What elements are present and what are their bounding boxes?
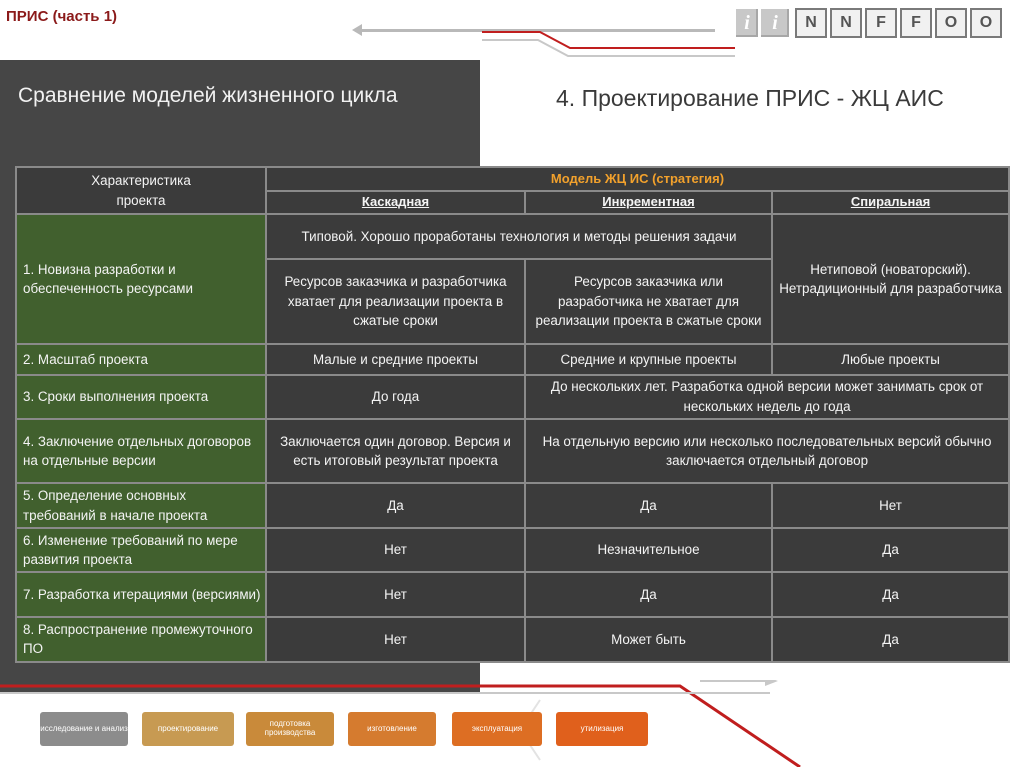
slide-title: 4. Проектирование ПРИС - ЖЦ АИС <box>556 85 944 111</box>
process-step-manufacturing <box>348 712 436 746</box>
row-header: 5. Определение основных требований в начале проекта <box>16 483 266 527</box>
header-title: ПРИС (часть 1) <box>6 8 118 25</box>
logo-letter: O <box>935 8 967 38</box>
table-cell: Нет <box>266 617 525 662</box>
row-header: 2. Масштаб проекта <box>16 344 266 374</box>
corner-header: Характеристика проекта <box>16 167 266 214</box>
logo-i-second: i <box>761 9 789 37</box>
table-cell: Нет <box>266 528 525 572</box>
table-cell: Да <box>525 572 772 616</box>
logo-letter: F <box>865 8 897 38</box>
table-cell: Да <box>266 483 525 527</box>
process-step-design <box>142 712 234 746</box>
table-cell: Заключается один договор. Версия и есть итоговый результат проекта <box>266 419 525 484</box>
table-cell: На отдельную версию или несколько последовательных версий обычно заключается отдельный договор <box>525 419 1009 484</box>
row-header: 3. Сроки выполнения проекта <box>16 375 266 419</box>
process-step-label: проектирование <box>157 723 219 733</box>
table-cell: Да <box>772 528 1009 572</box>
brand-logo <box>736 6 1002 40</box>
table-cell: Малые и средние проекты <box>266 344 525 374</box>
column-header-spiral: Спиральная <box>772 191 1009 214</box>
table-cell: Нет <box>266 572 525 616</box>
table-cell: Да <box>525 483 772 527</box>
top-rule-arrow-icon <box>352 24 362 36</box>
logo-letter: N <box>830 8 862 38</box>
process-step-research <box>40 712 128 746</box>
table-cell: До года <box>266 375 525 419</box>
table-cell: Да <box>772 572 1009 616</box>
process-step-operation <box>452 712 542 746</box>
row-header: 6. Изменение требований по мере развития проекта <box>16 528 266 572</box>
logo-letter: F <box>900 8 932 38</box>
process-step-label: исследование и анализ <box>40 723 128 733</box>
column-header-incremental: Инкрементная <box>525 191 772 214</box>
logo-i-first: i <box>736 9 758 37</box>
logo-letter: O <box>970 8 1002 38</box>
table-cell: Незначительное <box>525 528 772 572</box>
column-header-waterfall: Каскадная <box>266 191 525 214</box>
table-cell: Типовой. Хорошо проработаны технология и методы решения задачи <box>266 214 772 258</box>
table-cell: Ресурсов заказчика или разработчика не хватает для реализации проекта в сжатые сроки <box>525 259 772 345</box>
process-step-preparation <box>246 712 334 746</box>
table-cell: Любые проекты <box>772 344 1009 374</box>
table-cell: Может быть <box>525 617 772 662</box>
lifecycle-comparison-table <box>15 166 1010 663</box>
row-header: 8. Распространение промежуточного ПО <box>16 617 266 662</box>
section-title: Сравнение моделей жизненного цикла <box>18 84 398 107</box>
row-header: 1. Новизна разработки и обеспеченность ресурсами <box>16 214 266 344</box>
row-header: 7. Разработка итерациями (версиями) <box>16 572 266 616</box>
table-cell: Да <box>772 617 1009 662</box>
logo-letter: N <box>795 8 827 38</box>
table-cell: Нетиповой (новаторский). Нетрадиционный для разработчика <box>772 214 1009 344</box>
table-cell: До нескольких лет. Разработка одной версии может занимать срок от нескольких недель до года <box>525 375 1009 419</box>
process-step-disposal <box>556 712 648 746</box>
model-header: Модель ЖЦ ИС (стратегия) <box>266 167 1009 191</box>
process-step-label: подготовка производства <box>264 719 316 737</box>
table-cell: Средние и крупные проекты <box>525 344 772 374</box>
process-step-label: эксплуатация <box>471 723 523 733</box>
top-red-rule <box>480 30 740 60</box>
table-cell: Ресурсов заказчика и разработчика хватает для реализации проекта в сжатые сроки <box>266 259 525 345</box>
table-cell: Нет <box>772 483 1009 527</box>
row-header: 4. Заключение отдельных договоров на отдельные версии <box>16 419 266 484</box>
process-step-label: изготовление <box>367 723 417 733</box>
process-step-label: утилизация <box>580 723 624 733</box>
